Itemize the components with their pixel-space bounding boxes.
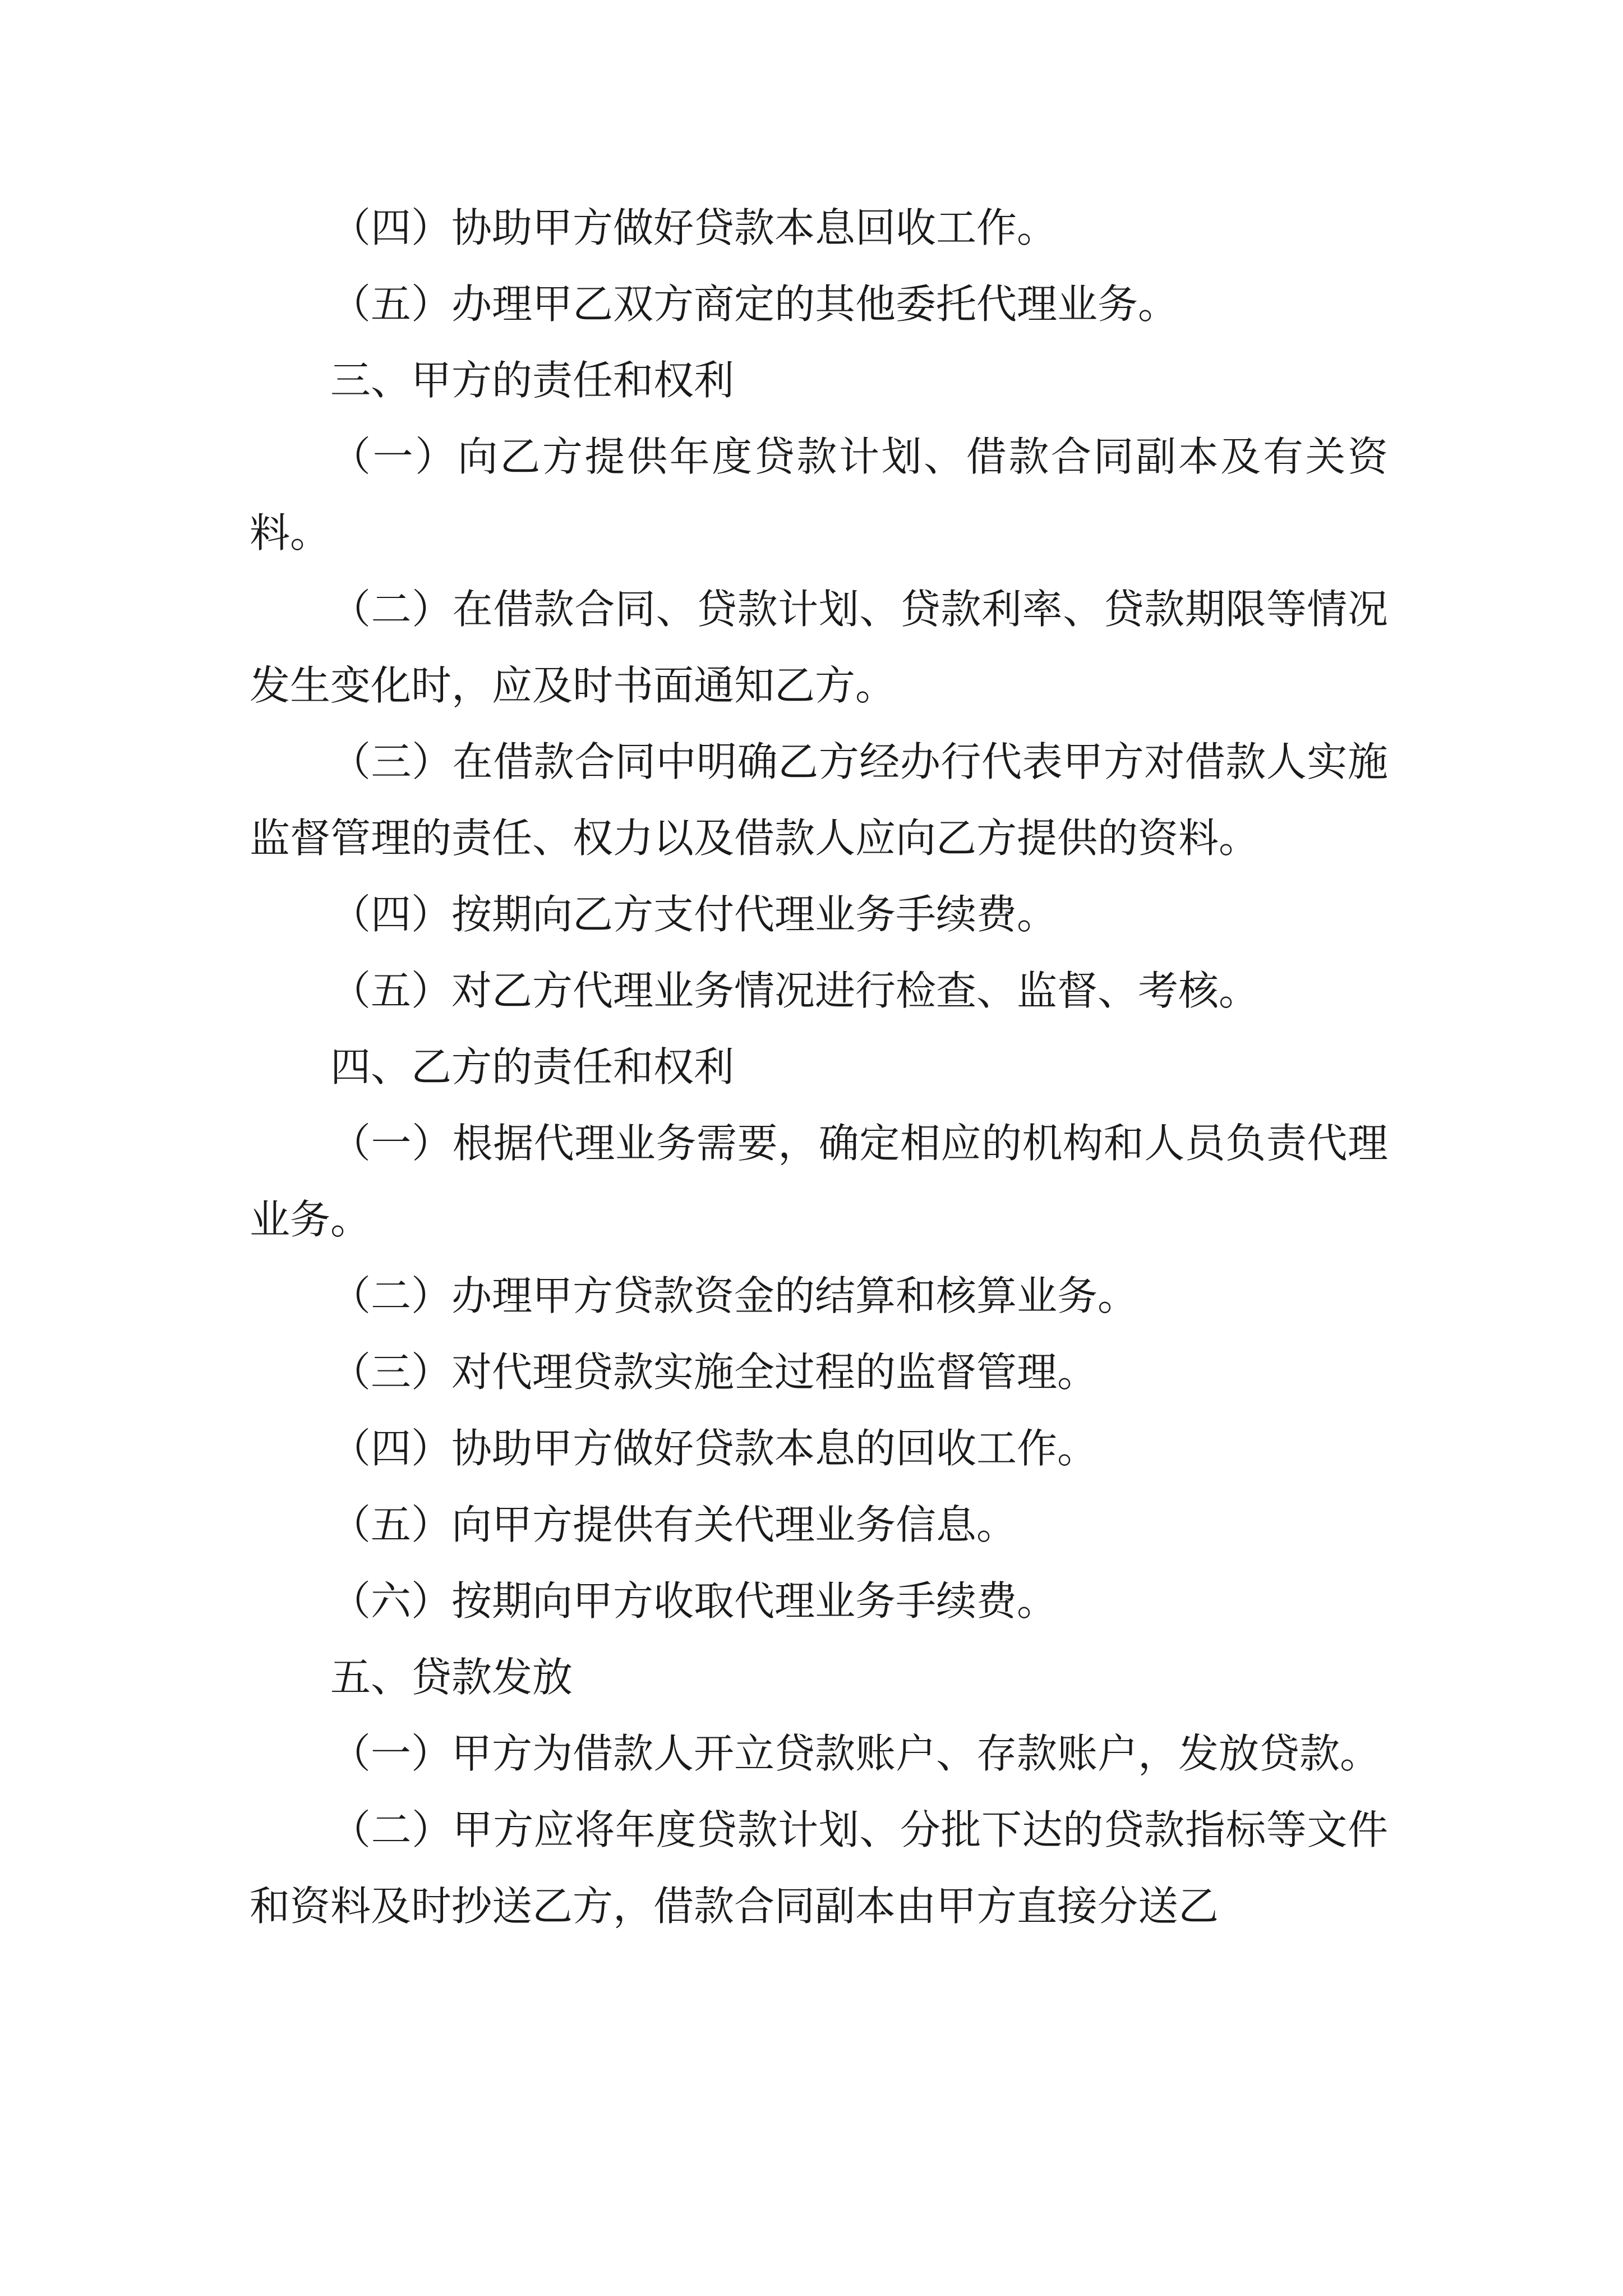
paragraph: （三）在借款合同中明确乙方经办行代表甲方对借款人实施监督管理的责任、权力以及借款人应向乙方提供的资料。 bbox=[250, 738, 1388, 862]
paragraph: （一）甲方为借款人开立贷款账户、存款账户，发放贷款。 bbox=[330, 1730, 1381, 1777]
paragraph: （一）向乙方提供年度贷款计划、借款合同副本及有关资料。 bbox=[250, 433, 1388, 556]
section-heading: 五、贷款发放 bbox=[330, 1654, 573, 1701]
paragraph: （五）办理甲乙双方商定的其他委托代理业务。 bbox=[330, 280, 1179, 328]
paragraph: （五）向甲方提供有关代理业务信息。 bbox=[330, 1501, 1017, 1548]
paragraph: （四）协助甲方做好贷款本息回收工作。 bbox=[330, 204, 1058, 251]
paragraph: （五）对乙方代理业务情况进行检查、监督、考核。 bbox=[330, 967, 1260, 1014]
paragraph: （三）对代理贷款实施全过程的监督管理。 bbox=[330, 1349, 1098, 1396]
paragraph: （二）办理甲方贷款资金的结算和核算业务。 bbox=[330, 1272, 1138, 1319]
paragraph: （六）按期向甲方收取代理业务手续费。 bbox=[330, 1577, 1058, 1625]
paragraph: （四）协助甲方做好贷款本息的回收工作。 bbox=[330, 1425, 1098, 1472]
document-body bbox=[250, 190, 1388, 1944]
paragraph: （二）在借款合同、贷款计划、贷款利率、贷款期限等情况发生变化时，应及时书面通知乙方。 bbox=[250, 586, 1388, 709]
section-heading: 四、乙方的责任和权利 bbox=[330, 1043, 735, 1091]
paragraph: （一）根据代理业务需要，确定相应的机构和人员负责代理业务。 bbox=[250, 1120, 1388, 1243]
paragraph: （四）按期向乙方支付代理业务手续费。 bbox=[330, 891, 1058, 938]
paragraph: （二）甲方应将年度贷款计划、分批下达的贷款指标等文件和资料及时抄送乙方，借款合同副本由甲方直接分送乙 bbox=[250, 1806, 1388, 1930]
section-heading: 三、甲方的责任和权利 bbox=[330, 357, 735, 404]
